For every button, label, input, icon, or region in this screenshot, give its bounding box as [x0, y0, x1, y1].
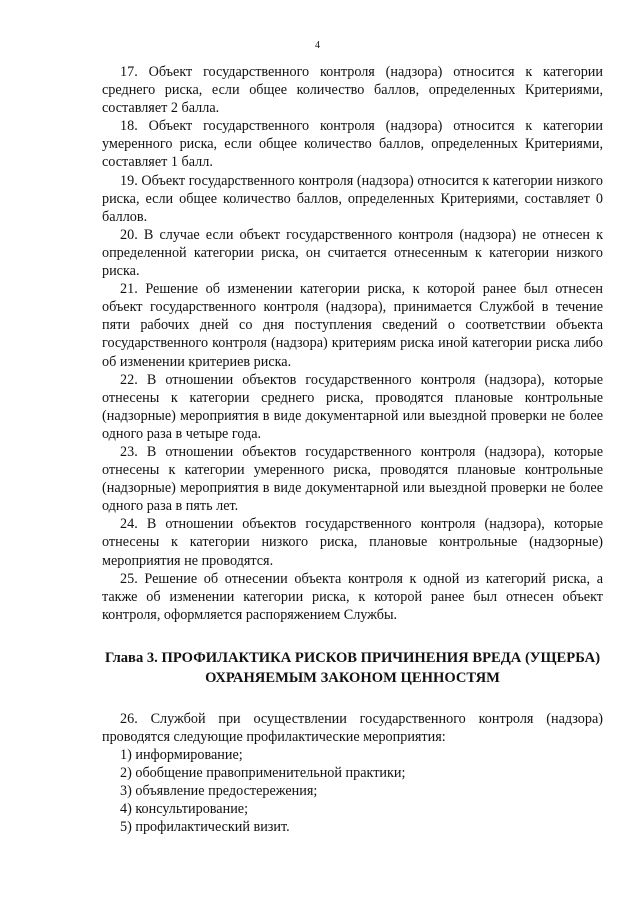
document-body	[102, 63, 603, 837]
list-item: 1) информирование;	[120, 747, 243, 764]
paragraph-26: 26. Службой при осуществлении государственного контроля (надзора) проводятся следующие профилактические мероприятия:	[102, 710, 603, 745]
chapter-heading	[102, 648, 603, 688]
paragraph-21: 21. Решение об изменении категории риска, к которой ранее был отнесен объект государственного контроля (надзора), принимается Службой в течение пяти рабочих дней со дня поступления сведений о соответствии объекта государственного контроля (надзора) критериям риска иной категории риска либо об изменении критериев риска.	[102, 281, 603, 370]
chapter-heading-line-1: Глава 3. ПРОФИЛАКТИКА РИСКОВ ПРИЧИНЕНИЯ ВРЕДА (УЩЕРБА)	[104, 649, 601, 666]
prevention-measures-list	[102, 746, 603, 836]
paragraph-25: 25. Решение об отнесении объекта контроля к одной из категорий риска, а также об изменении категории риска, к которой ранее был отнесен объект контроля, оформляется распоряжением Службы.	[102, 570, 603, 623]
list-item: 2) обобщение правоприменительной практики;	[120, 765, 406, 782]
chapter-heading-line-2: ОХРАНЯЕМЫМ ЗАКОНОМ ЦЕННОСТЯМ	[205, 669, 500, 686]
paragraph-24: 24. В отношении объектов государственного контроля (надзора), которые отнесены к категории низкого риска, плановые контрольные (надзорные) мероприятия не проводятся.	[102, 516, 603, 569]
list-item: 4) консультирование;	[120, 801, 249, 818]
page-number: 4	[315, 40, 320, 51]
paragraph-23: 23. В отношении объектов государственного контроля (надзора), которые отнесены к категории умеренного риска, проводятся плановые контрольные (надзорные) мероприятия в виде документарной или выездной проверки не более одного раза в пять лет.	[102, 443, 603, 515]
paragraph-19: 19. Объект государственного контроля (надзора) относится к категории низкого риска, если общее количество баллов, определенных Критериями, составляет 0 баллов.	[102, 172, 603, 225]
list-item: 3) объявление предостережения;	[120, 783, 318, 800]
paragraph-20: 20. В случае если объект государственного контроля (надзора) не отнесен к определенной категории риска, он считается отнесенным к категории низкого риска.	[102, 226, 603, 280]
list-item: 5) профилактический визит.	[120, 819, 290, 836]
paragraph-22: 22. В отношении объектов государственного контроля (надзора), которые отнесены к категории среднего риска, проводятся плановые контрольные (надзорные) мероприятия в виде документарной или выездной проверки не более одного раза в четыре года.	[102, 371, 603, 442]
paragraph-18: 18. Объект государственного контроля (надзора) относится к категории умеренного риска, если общее количество баллов, определенных Критериями, составляет 1 балл.	[102, 118, 603, 171]
paragraph-17: 17. Объект государственного контроля (надзора) относится к категории среднего риска, если общее количество баллов, определенных Критериями, составляет 2 балла.	[102, 64, 603, 117]
